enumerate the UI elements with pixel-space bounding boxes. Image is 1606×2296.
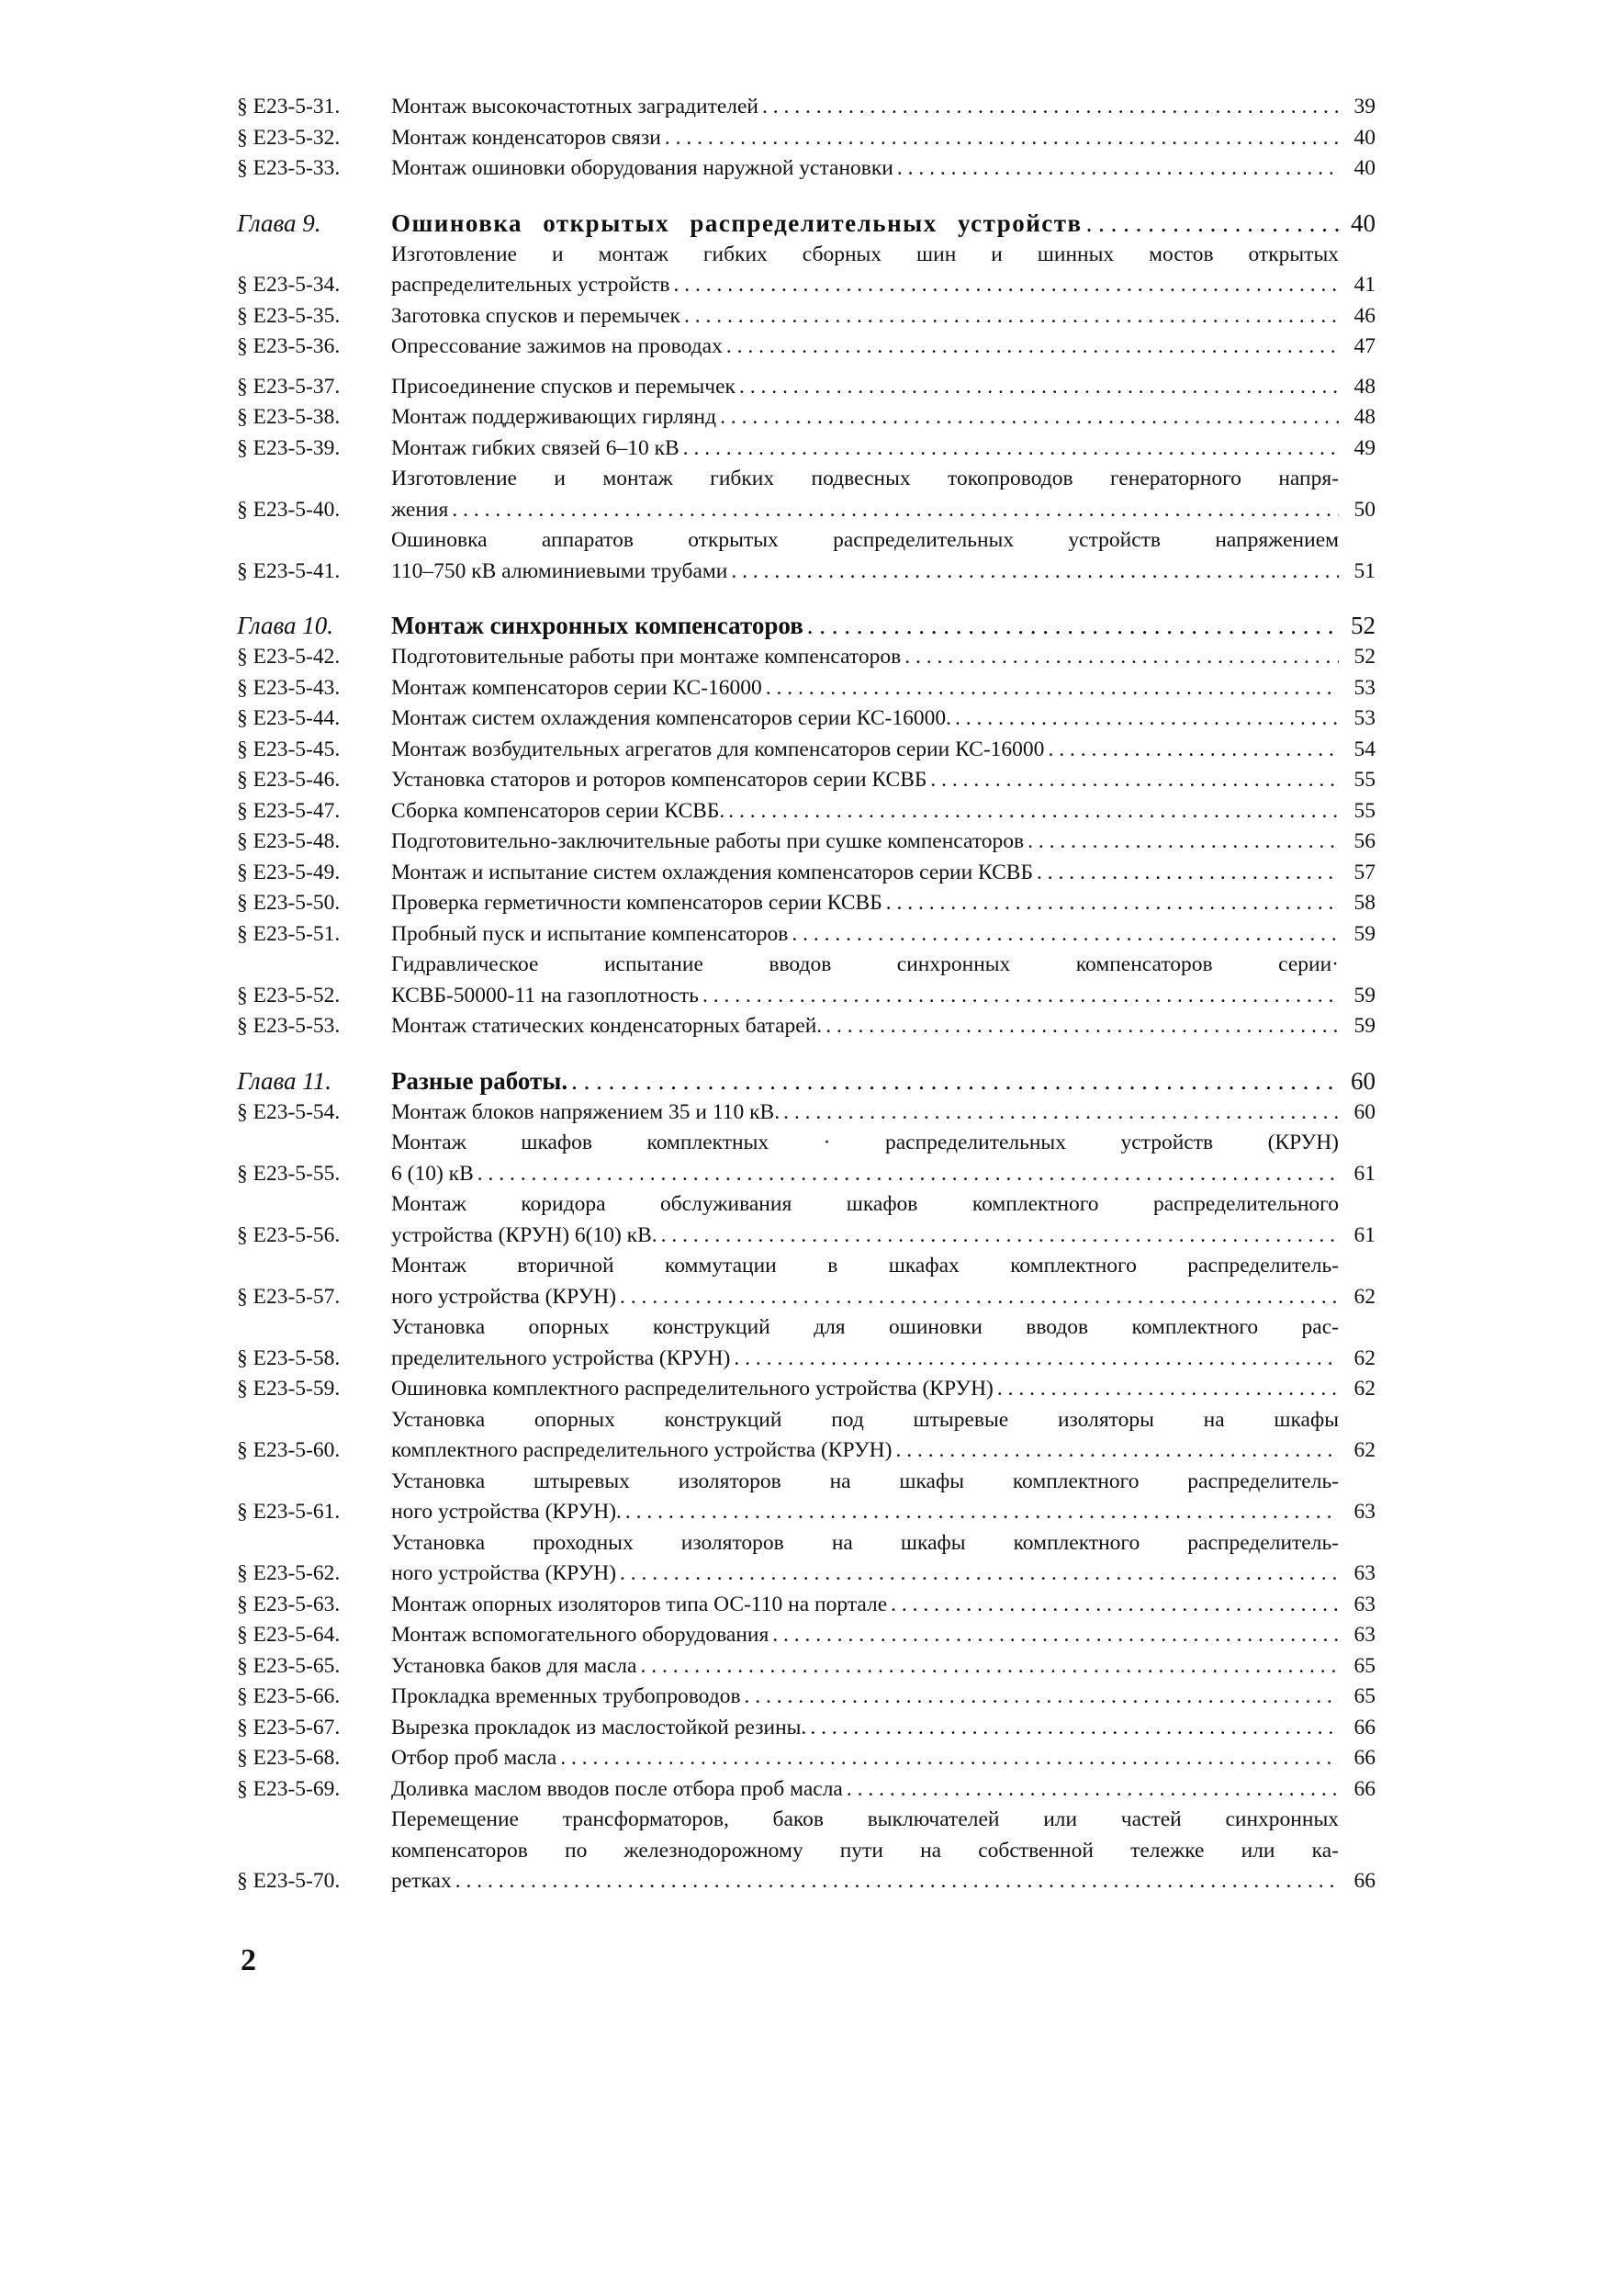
toc-entry bbox=[237, 703, 1376, 735]
page-ref: 57 bbox=[1353, 860, 1376, 884]
entry-title-line: Монтаж ошиновки оборудования наружной установки bbox=[391, 156, 893, 180]
toc-entry bbox=[237, 888, 1376, 919]
entry-title-line: устройства (КРУН) 6(10) кВ. bbox=[391, 1222, 657, 1247]
dot-leader bbox=[474, 1159, 1339, 1190]
toc-entry bbox=[237, 1620, 1376, 1651]
dot-leader bbox=[730, 1344, 1339, 1375]
page-ref: 59 bbox=[1353, 921, 1376, 946]
page-ref: 50 bbox=[1353, 497, 1376, 522]
section-number: § Е23-5-48. bbox=[237, 829, 341, 853]
page-ref: 61 bbox=[1353, 1222, 1376, 1247]
entry-title-line: Монтаж и испытание систем охлаждения компенсаторов серии КСВБ bbox=[391, 860, 1033, 884]
section-number: § Е23-5-42. bbox=[237, 645, 341, 669]
table-of-contents bbox=[237, 92, 1376, 1897]
dot-leader bbox=[616, 1559, 1339, 1590]
section-number: § Е23-5-43. bbox=[237, 675, 341, 700]
page-ref: 53 bbox=[1353, 675, 1376, 700]
section-number: § Е23-5-51. bbox=[237, 921, 341, 946]
toc-entry bbox=[237, 1528, 1376, 1590]
section-number: § Е23-5-50. bbox=[237, 891, 341, 915]
section-number: § Е23-5-52. bbox=[237, 983, 341, 1007]
page-ref: 56 bbox=[1353, 829, 1376, 853]
entry-title-line: Установка проходных изоляторов на шкафы комплектного распределитель- bbox=[391, 1530, 1339, 1555]
entry-title-line: Перемещение трансформаторов, баков выключателей или частей синхронных bbox=[391, 1807, 1339, 1831]
page-ref: 60 bbox=[1351, 1066, 1376, 1095]
entry-title-line: Сборка компенсаторов серии КСВБ. bbox=[391, 798, 725, 823]
section-number: § Е23-5-58. bbox=[237, 1345, 341, 1370]
toc-entry bbox=[237, 858, 1376, 889]
entry-title-line: комплектного распределительного устройства (КРУН) bbox=[391, 1438, 893, 1462]
section-number: § Е23-5-33. bbox=[237, 156, 341, 180]
entry-title-line: Монтаж вспомогательного оборудования bbox=[391, 1623, 769, 1647]
entry-title-line: Вырезка прокладок из маслостойкой резины. bbox=[391, 1715, 807, 1739]
section-number: § Е23-5-69. bbox=[237, 1776, 341, 1801]
dot-leader bbox=[556, 1743, 1339, 1774]
section-number: § Е23-5-60. bbox=[237, 1438, 341, 1462]
page-ref: 46 bbox=[1353, 303, 1376, 328]
dot-leader bbox=[762, 673, 1339, 704]
page-ref: 55 bbox=[1353, 798, 1376, 823]
toc-entry bbox=[237, 1312, 1376, 1374]
section-number: § Е23-5-32. bbox=[237, 125, 341, 150]
toc-entry bbox=[237, 123, 1376, 154]
dot-leader bbox=[822, 1011, 1339, 1042]
entry-title-line: Доливка маслом вводов после отбора проб масла bbox=[391, 1776, 843, 1801]
dot-leader bbox=[893, 153, 1339, 185]
dot-leader bbox=[448, 495, 1339, 526]
entry-title-line: ного устройства (КРУН) bbox=[391, 1561, 617, 1585]
dot-leader bbox=[699, 981, 1339, 1012]
page-ref: 40 bbox=[1353, 156, 1376, 180]
section-number: § Е23-5-68. bbox=[237, 1746, 341, 1770]
dot-leader bbox=[741, 1682, 1339, 1713]
dot-leader bbox=[724, 796, 1339, 827]
entry-title-line: Монтаж гибких связей 6–10 кВ bbox=[391, 435, 679, 460]
dot-leader bbox=[843, 1774, 1339, 1806]
entry-title-line: Прокладка временных трубопроводов bbox=[391, 1684, 741, 1708]
toc-entry bbox=[237, 402, 1376, 433]
section-number: § Е23-5-38. bbox=[237, 405, 341, 429]
toc-entry bbox=[237, 433, 1376, 465]
page-ref: 60 bbox=[1353, 1099, 1376, 1124]
dot-leader bbox=[1083, 207, 1339, 240]
dot-leader bbox=[901, 642, 1339, 673]
page-ref: 58 bbox=[1353, 891, 1376, 915]
page-ref: 66 bbox=[1353, 1869, 1376, 1893]
toc-entry bbox=[237, 735, 1376, 766]
section-number: § Е23-5-67. bbox=[237, 1715, 341, 1739]
section-number: § Е23-5-57. bbox=[237, 1284, 341, 1309]
entry-title-line: Заготовка спусков и перемычек bbox=[391, 303, 680, 328]
section-number: § Е23-5-59. bbox=[237, 1377, 341, 1401]
entry-title-line: ного устройства (КРУН) bbox=[391, 1284, 617, 1309]
page-ref: 54 bbox=[1353, 737, 1376, 761]
entry-title-line: Монтаж статических конденсаторных батарей. bbox=[391, 1014, 823, 1038]
entry-title-line: Монтаж возбудительных агрегатов для компенсаторов серии КС-16000 bbox=[391, 737, 1045, 761]
dot-leader bbox=[716, 402, 1339, 433]
entry-title-line: Подготовительно-заключительные работы при сушке компенсаторов bbox=[391, 829, 1025, 853]
dot-leader bbox=[679, 433, 1339, 465]
dot-leader bbox=[567, 1064, 1339, 1097]
toc-entry bbox=[237, 1189, 1376, 1251]
page-ref: 59 bbox=[1353, 983, 1376, 1007]
toc-entry bbox=[237, 1405, 1376, 1467]
entry-title-line: 6 (10) кВ bbox=[391, 1161, 474, 1186]
page-ref: 49 bbox=[1353, 435, 1376, 460]
toc-entry bbox=[237, 92, 1376, 123]
entry-title-line: Присоединение спусков и перемычек bbox=[391, 374, 736, 399]
toc-entry bbox=[237, 673, 1376, 704]
entry-title-line: Монтаж шкафов комплектных · распределительных устройств (КРУН) bbox=[391, 1131, 1339, 1154]
dot-leader bbox=[670, 270, 1340, 301]
toc-entry bbox=[237, 1774, 1376, 1806]
chapter-number: Глава 9. bbox=[237, 208, 321, 237]
toc-entry bbox=[237, 1011, 1376, 1042]
toc-entry bbox=[237, 1805, 1376, 1897]
entry-title-line: ного устройства (КРУН). bbox=[391, 1500, 622, 1524]
dot-leader bbox=[994, 1374, 1339, 1405]
entry-title-line: Подготовительные работы при монтаже компенсаторов bbox=[391, 645, 902, 669]
page-ref: 52 bbox=[1353, 645, 1376, 669]
toc-entry bbox=[237, 1251, 1376, 1312]
entry-title-line: Установка опорных конструкций для ошиновки вводов комплектного рас- bbox=[391, 1315, 1339, 1339]
section-number: § Е23-5-56. bbox=[237, 1222, 341, 1247]
dot-leader bbox=[736, 372, 1339, 403]
page-ref: 48 bbox=[1353, 405, 1376, 429]
entry-title-line: Проверка герметичности компенсаторов серии КСВБ bbox=[391, 891, 882, 915]
dot-leader bbox=[887, 1590, 1339, 1621]
page-ref: 51 bbox=[1353, 558, 1376, 583]
section-number: § Е23-5-46. bbox=[237, 768, 341, 792]
dot-leader bbox=[452, 1866, 1339, 1897]
dot-leader bbox=[758, 92, 1339, 123]
page-ref: 66 bbox=[1353, 1715, 1376, 1739]
entry-title-line: Пробный пуск и испытание компенсаторов bbox=[391, 921, 789, 946]
chapter-number: Глава 11. bbox=[237, 1066, 332, 1095]
page-ref: 65 bbox=[1353, 1653, 1376, 1678]
toc-chapter bbox=[237, 207, 1376, 240]
entry-title-line: Гидравлическое испытание вводов синхронных компенсаторов серии· bbox=[391, 952, 1339, 976]
dot-leader bbox=[882, 888, 1339, 919]
section-number: § Е23-5-63. bbox=[237, 1592, 341, 1616]
dot-leader bbox=[727, 557, 1339, 588]
toc-entry bbox=[237, 950, 1376, 1011]
entry-title-line: Установка статоров и роторов компенсаторов серии КСВБ bbox=[391, 768, 927, 792]
section-number: § Е23-5-45. bbox=[237, 737, 341, 761]
toc-entry bbox=[237, 765, 1376, 796]
page-ref: 62 bbox=[1353, 1377, 1376, 1401]
entry-title-line: распределительных устройств bbox=[391, 273, 670, 297]
toc-entry bbox=[237, 372, 1376, 403]
page-ref: 66 bbox=[1353, 1776, 1376, 1801]
dot-leader bbox=[892, 1435, 1339, 1467]
page-ref: 39 bbox=[1353, 95, 1376, 118]
entry-title-line: Отбор проб масла bbox=[391, 1746, 557, 1770]
page-ref: 40 bbox=[1353, 125, 1376, 150]
entry-title-line: жения bbox=[391, 497, 449, 522]
toc-entry bbox=[237, 1128, 1376, 1189]
entry-title-line: ретках bbox=[391, 1869, 452, 1893]
entry-title-line: Установка опорных конструкций под штыревые изоляторы на шкафы bbox=[391, 1407, 1339, 1432]
entry-title-line: КСВБ-50000-11 на газоплотность bbox=[391, 983, 700, 1007]
toc-entry bbox=[237, 1374, 1376, 1405]
toc-entry bbox=[237, 919, 1376, 951]
page-ref: 41 bbox=[1353, 273, 1376, 297]
section-number: § Е23-5-40. bbox=[237, 497, 341, 522]
toc-entry bbox=[237, 1590, 1376, 1621]
section-number: § Е23-5-37. bbox=[237, 374, 341, 399]
section-number: § Е23-5-44. bbox=[237, 706, 341, 730]
page-number: 2 bbox=[241, 1943, 256, 1977]
toc-entry bbox=[237, 153, 1376, 185]
page-ref: 63 bbox=[1353, 1592, 1376, 1616]
page-ref: 59 bbox=[1353, 1014, 1376, 1038]
dot-leader bbox=[803, 609, 1339, 642]
entry-title-line: Монтаж конденсаторов связи bbox=[391, 125, 661, 150]
entry-title-line: Монтаж поддерживающих гирлянд bbox=[391, 405, 717, 429]
dot-leader bbox=[636, 1651, 1339, 1683]
toc-entry bbox=[237, 525, 1376, 587]
section-number: § Е23-5-64. bbox=[237, 1623, 341, 1647]
section-number: § Е23-5-31. bbox=[237, 95, 341, 118]
dot-leader bbox=[769, 1620, 1339, 1651]
entry-title-line: Монтаж опорных изоляторов типа ОС-110 на портале bbox=[391, 1592, 888, 1616]
entry-title-line: Монтаж высокочастотных заградителей bbox=[391, 95, 759, 118]
entry-title-line: Монтаж компенсаторов серии КС-16000 bbox=[391, 675, 762, 700]
entry-title-line: Разные работы. bbox=[391, 1066, 568, 1095]
toc-entry bbox=[237, 301, 1376, 332]
dot-leader bbox=[680, 301, 1339, 332]
entry-title-line: Ошиновка комплектного распределительного устройства (КРУН) bbox=[391, 1377, 994, 1401]
page-ref: 40 bbox=[1351, 208, 1376, 237]
page-ref: 65 bbox=[1353, 1684, 1376, 1708]
dot-leader bbox=[1024, 827, 1339, 858]
dot-leader bbox=[1033, 858, 1339, 889]
dot-leader bbox=[723, 332, 1339, 363]
entry-title-line: Ошиновка открытых распределительных устройств bbox=[391, 208, 1083, 237]
dot-leader bbox=[951, 703, 1339, 735]
entry-title-line: Монтаж вторичной коммутации в шкафах комплектного распределитель- bbox=[391, 1254, 1339, 1277]
dot-leader bbox=[806, 1713, 1339, 1744]
dot-leader bbox=[1044, 735, 1339, 766]
section-number: § Е23-5-65. bbox=[237, 1653, 341, 1678]
section-number: § Е23-5-34. bbox=[237, 273, 341, 297]
toc-entry bbox=[237, 332, 1376, 363]
toc-entry bbox=[237, 1097, 1376, 1129]
page-ref: 62 bbox=[1353, 1284, 1376, 1309]
section-number: § Е23-5-61. bbox=[237, 1500, 341, 1524]
page-ref: 53 bbox=[1353, 706, 1376, 730]
dot-leader bbox=[657, 1221, 1339, 1252]
page-ref: 63 bbox=[1353, 1500, 1376, 1524]
section-number: § Е23-5-39. bbox=[237, 435, 341, 460]
entry-title-line: пределительного устройства (КРУН) bbox=[391, 1345, 731, 1370]
entry-title-line: Изготовление и монтаж гибких подвесных токопроводов генераторного напря- bbox=[391, 467, 1339, 490]
section-number: § Е23-5-55. bbox=[237, 1161, 341, 1186]
entry-title-line: Монтаж коридора обслуживания шкафов комплектного распределительного bbox=[391, 1192, 1339, 1216]
section-number: § Е23-5-62. bbox=[237, 1561, 341, 1585]
toc-entry bbox=[237, 827, 1376, 858]
toc-chapter bbox=[237, 609, 1376, 642]
entry-title-line: Установка штыревых изоляторов на шкафы комплектного распределитель- bbox=[391, 1469, 1339, 1493]
entry-title-line: 110–750 кВ алюминиевыми трубами bbox=[391, 558, 728, 583]
entry-title-line: Установка баков для масла bbox=[391, 1653, 637, 1678]
dot-leader bbox=[780, 1097, 1339, 1129]
page-ref: 62 bbox=[1353, 1345, 1376, 1370]
toc-entry bbox=[237, 642, 1376, 673]
page-ref: 63 bbox=[1353, 1623, 1376, 1647]
page-ref: 61 bbox=[1353, 1161, 1376, 1186]
page-ref: 55 bbox=[1353, 768, 1376, 792]
chapter-number: Глава 10. bbox=[237, 612, 334, 639]
entry-title-line: Опрессование зажимов на проводах bbox=[391, 334, 723, 358]
entry-title-line: компенсаторов по железнодорожному пути на собственной тележке или ка- bbox=[391, 1838, 1339, 1863]
toc-entry bbox=[237, 240, 1376, 301]
toc-entry bbox=[237, 1682, 1376, 1713]
toc-entry bbox=[237, 1651, 1376, 1683]
entry-title-line: Ошиновка аппаратов открытых распределительных устройств напряжением bbox=[391, 528, 1339, 552]
page-ref: 66 bbox=[1353, 1746, 1376, 1770]
dot-leader bbox=[661, 123, 1339, 154]
dot-leader bbox=[616, 1282, 1339, 1313]
page-ref: 52 bbox=[1351, 612, 1376, 639]
entry-title-line: Монтаж синхронных компенсаторов bbox=[391, 612, 803, 639]
entry-title-line: Изготовление и монтаж гибких сборных шин и шинных мостов открытых bbox=[391, 242, 1339, 266]
entry-title-line: Монтаж систем охлаждения компенсаторов серии КС-16000. bbox=[391, 706, 951, 730]
section-number: § Е23-5-36. bbox=[237, 334, 341, 358]
section-number: § Е23-5-70. bbox=[237, 1869, 341, 1893]
section-number: § Е23-5-66. bbox=[237, 1684, 341, 1708]
section-number: § Е23-5-54. bbox=[237, 1099, 341, 1124]
toc-entry bbox=[237, 1467, 1376, 1528]
section-number: § Е23-5-49. bbox=[237, 860, 341, 884]
toc-entry bbox=[237, 1713, 1376, 1744]
toc-entry bbox=[237, 464, 1376, 525]
page-ref: 48 bbox=[1353, 374, 1376, 399]
section-number: § Е23-5-41. bbox=[237, 558, 341, 583]
section-number: § Е23-5-35. bbox=[237, 303, 341, 328]
toc-chapter bbox=[237, 1064, 1376, 1097]
dot-leader bbox=[622, 1497, 1339, 1528]
dot-leader bbox=[927, 765, 1339, 796]
page-ref: 63 bbox=[1353, 1561, 1376, 1585]
dot-leader bbox=[788, 919, 1339, 951]
entry-title-line: Монтаж блоков напряжением 35 и 110 кВ. bbox=[391, 1099, 781, 1124]
section-number: § Е23-5-47. bbox=[237, 798, 341, 823]
page-ref: 47 bbox=[1353, 334, 1376, 358]
page-ref: 62 bbox=[1353, 1438, 1376, 1462]
toc-entry bbox=[237, 796, 1376, 827]
toc-entry bbox=[237, 1743, 1376, 1774]
section-number: § Е23-5-53. bbox=[237, 1014, 341, 1038]
